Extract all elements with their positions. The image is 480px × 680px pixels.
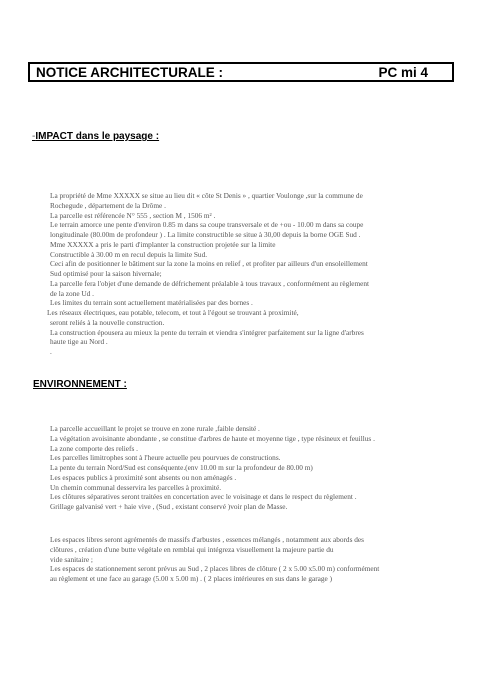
- text-line: Un chemin communal desservira les parcelles à proximité.: [50, 482, 222, 492]
- text-line: .: [50, 347, 52, 356]
- section-title: ENVIRONNEMENT :: [33, 379, 127, 390]
- text-line: longitudinale (80.00m de profondeur ) . La limite constructible se situe à 30,00 depuis la borne OGE Sud .: [50, 230, 361, 239]
- text-line: seront reliés à la nouvelle construction.: [50, 317, 165, 327]
- text-line: La pente du terrain Nord/Sud est conséquente.(env 10.00 m sur la profondeur de 80.00 m): [50, 463, 313, 472]
- section-title: IMPACT dans le paysage :: [35, 131, 160, 142]
- header-box: [28, 62, 454, 82]
- text-line: La construction épousera au mieux la pente du terrain et viendra s'intégrer parfaitement sur la ligne d'arbres: [50, 327, 364, 337]
- text-line: Mme XXXXX a pris le parti d'implanter la construction projetée sur la limite: [50, 239, 276, 249]
- heading-dash: -: [32, 131, 36, 142]
- environment-paragraph-1: [50, 424, 375, 512]
- text-line: Les espaces publics à proximité sont absents ou non aménagés .: [50, 472, 237, 482]
- text-line: Les clôtures séparatives seront traitées en concertation avec le voisinage et dans le respect du règlement .: [50, 492, 357, 502]
- text-line: haute tige au Nord .: [50, 337, 108, 347]
- text-line: Les parcelles limitrophes sont à l'heure actuelle peu pourvues de constructions.: [50, 453, 281, 463]
- text-line: Constructible à 30.00 m en recul depuis la limite Sud.: [50, 249, 208, 259]
- text-line: La zone comporte des reliefs .: [50, 443, 138, 453]
- text-line: Grillage galvanisé vert + haie vive , (Sud , existant conservé )voir plan de Masse.: [50, 502, 288, 511]
- text-line: Les espaces de stationnement seront prévus au Sud , 2 places libres de clôture ( 2 x 5.00 x5.00 m) conformément: [50, 564, 380, 574]
- text-line: La parcelle est référencée N° 555 , section M , 1506 m² .: [50, 210, 216, 220]
- text-line: La propriété de Mme XXXXX se situe au lieu dit « côte St Denis » , quartier Voulonge ,sur la commune de: [50, 191, 363, 200]
- text-line: Les limites du terrain sont actuellement matérialisées par des bornes .: [50, 298, 253, 308]
- text-line: La parcelle accueillant le projet se trouve en zone rurale ,faible densité .: [50, 424, 260, 433]
- impact-paragraph: [47, 191, 370, 357]
- text-line: Ceci afin de positionner le bâtiment sur la zone la moins en relief , et profiter par ailleurs d'un ensoleillement: [50, 259, 368, 269]
- text-line: Les réseaux électriques, eau potable, telecom, et tout à l'égout se trouvant à proximité,: [47, 308, 299, 317]
- text-line: vide sanitaire ;: [50, 554, 93, 564]
- text-line: La parcelle fera l'objet d'une demande de défrichement préalable à tous travaux , conformément au règlement: [50, 278, 370, 288]
- text-line: Les espaces libres seront agrémentés de massifs d'arbustes , essences mélangés , notamment aux abords des: [50, 535, 364, 544]
- text-line: Le terrain amorce une pente d'environ 0.85 m dans sa coupe transversale et de +ou - 10.00 m dans sa coupe: [50, 220, 364, 230]
- text-line: Rochegude , département de la Drôme .: [50, 200, 166, 210]
- text-line: au règlement et une face au garage (5.00 x 5.00 m) . ( 2 places intérieures en sus dans le garage ): [50, 574, 333, 583]
- section-heading-environnement: [33, 379, 127, 390]
- environment-paragraph-2: [50, 535, 379, 584]
- text-line: de la zone Ud .: [50, 288, 94, 298]
- text-line: Sud optimisé pour la saison hivernale;: [50, 269, 162, 278]
- document-title: NOTICE ARCHITECTURALE :: [36, 65, 223, 80]
- section-heading-impact: [32, 131, 159, 142]
- text-line: clôtures , création d'une butte végétale en remblai qui intégreza visuellement la majeure partie du: [50, 544, 334, 554]
- text-line: La végétation avoisinante abondante , se constitue d'arbres de haute et moyenne tige , type résineux et feuillus .: [50, 433, 375, 443]
- permit-reference: PC mi 4: [378, 65, 428, 80]
